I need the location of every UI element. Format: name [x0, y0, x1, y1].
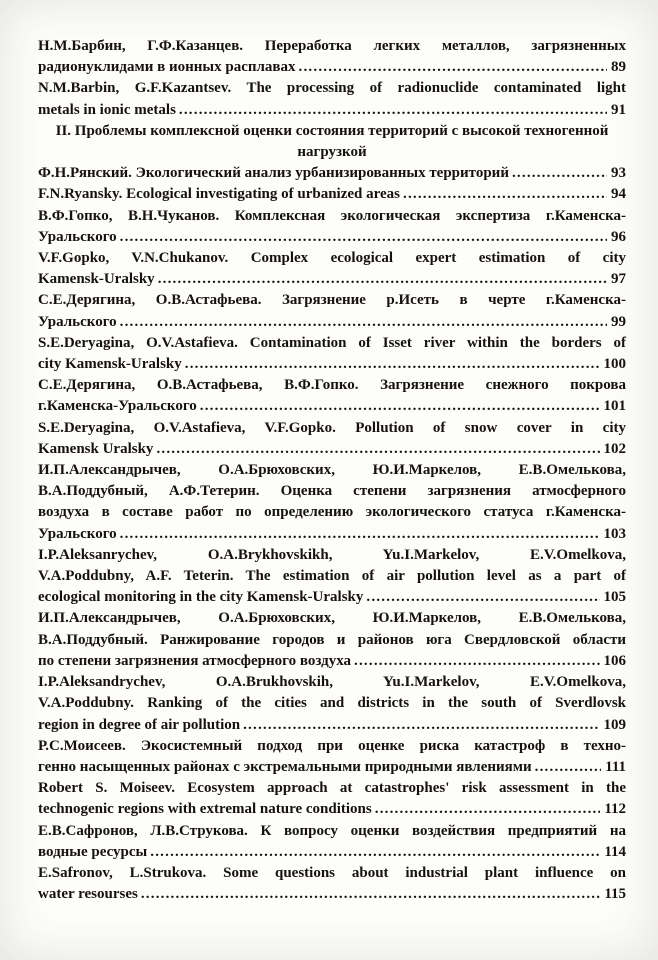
dot-leader: [120, 312, 607, 333]
toc-entry: [38, 863, 626, 905]
toc-entry: [38, 460, 626, 545]
toc-entry: [38, 375, 626, 417]
entry-last-line: [38, 524, 626, 545]
entry-page-number: 114: [604, 843, 626, 860]
dot-leader: [156, 439, 599, 460]
entry-line: Н.М.Барбин, Г.Ф.Казанцев. Переработка легких металлов, загрязненных: [38, 38, 626, 54]
entry-last-line: [38, 587, 626, 608]
dot-leader: [354, 651, 599, 672]
toc-entry: [38, 545, 626, 609]
toc-entry: [38, 206, 626, 248]
toc-entry: [38, 736, 626, 778]
toc-entry: [38, 608, 626, 672]
dot-leader: [120, 227, 607, 248]
entry-last-line: [38, 57, 626, 78]
entry-line: E.Safronov, L.Strukova. Some questions about industrial plant influence on: [38, 864, 626, 881]
entry-line: Р.С.Моисеев. Экосистемный подход при оценке риска катастроф в техно-: [38, 737, 626, 754]
entry-last-line: [38, 312, 626, 333]
entry-line: N.M.Barbin, G.F.Kazantsev. The processing of radionuclide contaminated light: [38, 80, 626, 97]
entry-last-line: [38, 396, 626, 417]
entry-last-line: [38, 269, 626, 290]
section-heading: [38, 121, 626, 163]
entry-text: по степени загрязнения атмосферного воздуха: [38, 652, 352, 669]
toc-list: [38, 36, 626, 905]
entry-page-number: 93: [611, 165, 626, 182]
entry-text: Kamensk Uralsky: [38, 440, 154, 457]
entry-page-number: 103: [603, 525, 626, 542]
entry-last-line: [38, 884, 626, 905]
toc-entry: [38, 821, 626, 863]
dot-leader: [512, 163, 607, 184]
entry-last-line: [38, 651, 626, 672]
entry-line: И.П.Александрычев, О.А.Брюховских, Ю.И.Маркелов, Е.В.Омелькова,: [38, 462, 626, 479]
toc-entry: [38, 290, 626, 332]
dot-leader: [185, 354, 600, 375]
entry-last-line: [38, 100, 626, 121]
dot-leader: [158, 269, 607, 290]
entry-text: Уральского: [38, 313, 117, 330]
entry-line: V.A.Poddubny, A.F. Teterin. The estimation of air pollution level as a part of: [38, 568, 626, 585]
entry-last-line: [38, 354, 626, 375]
entry-line: I.P.Aleksanrychev, O.A.Brykhovskikh, Yu.I.Markelov, E.V.Omelkova,: [38, 546, 626, 563]
toc-entry: [38, 163, 626, 184]
entry-last-line: [38, 184, 626, 205]
toc-entry: [38, 418, 626, 460]
entry-text: генно насыщенных районах с экстремальными природными явлениями: [38, 758, 532, 775]
dot-leader: [150, 842, 600, 863]
entry-page-number: 105: [603, 589, 626, 606]
entry-text: city Kamensk-Uralsky: [38, 356, 182, 373]
dot-leader: [403, 184, 607, 205]
entry-line: воздуха в составе работ по определению экологического статуса г.Каменска-: [38, 504, 626, 521]
entry-page-number: 100: [603, 356, 626, 373]
toc-entry: [38, 36, 626, 78]
dot-leader: [535, 757, 602, 778]
section-heading-line: нагрузкой: [297, 144, 367, 161]
entry-text: водные ресурсы: [38, 843, 148, 860]
entry-page-number: 94: [611, 186, 626, 203]
dot-leader: [120, 524, 600, 545]
entry-last-line: [38, 842, 626, 863]
entry-page-number: 96: [611, 228, 626, 245]
toc-entry: [38, 778, 626, 820]
entry-last-line: [38, 799, 626, 820]
entry-text: г.Каменска-Уральского: [38, 398, 197, 415]
entry-page-number: 111: [605, 758, 626, 775]
entry-last-line: [38, 439, 626, 460]
entry-line: I.P.Aleksandrychev, O.A.Brukhovskih, Yu.I.Markelov, E.V.Omelkova,: [38, 674, 626, 691]
toc-entry: [38, 672, 626, 736]
entry-text: technogenic regions with extremal nature conditions: [38, 801, 372, 818]
entry-text: Ф.Н.Рянский. Экологический анализ урбанизированных территорий: [38, 165, 509, 182]
entry-text: metals in ionic metals: [38, 101, 176, 118]
dot-leader: [200, 396, 600, 417]
entry-text: радионуклидами в ионных расплавах: [38, 59, 296, 76]
dot-leader: [243, 715, 599, 736]
entry-line: Robert S. Moiseev. Ecosystem approach at catastrophes' risk assessment in the: [38, 780, 626, 797]
entry-page-number: 115: [604, 886, 626, 903]
toc-entry: [38, 248, 626, 290]
entry-text: ecological monitoring in the city Kamensk-Uralsky: [38, 589, 364, 606]
entry-line: В.А.Поддубный, А.Ф.Тетерин. Оценка степени загрязнения атмосферного: [38, 483, 626, 500]
entry-text: Уральского: [38, 228, 117, 245]
entry-line: V.F.Gopko, V.N.Chukanov. Complex ecological expert estimation of city: [38, 250, 626, 267]
entry-line: С.Е.Дерягина, О.В.Астафьева, В.Ф.Гопко. Загрязнение снежного покрова: [38, 377, 626, 394]
entry-last-line: [38, 163, 626, 184]
entry-page-number: 91: [611, 101, 626, 118]
entry-text: water resourses: [38, 886, 138, 903]
entry-line: S.E.Deryagina, O.V.Astafieva. Contamination of Isset river within the borders of: [38, 334, 626, 351]
toc-entry: [38, 333, 626, 375]
section-heading-line: II. Проблемы комплексной оценки состояния территорий с высокой техногенной: [55, 122, 609, 139]
dot-leader: [375, 799, 601, 820]
entry-line: С.Е.Дерягина, О.В.Астафьева. Загрязнение р.Исеть в черте г.Каменска-: [38, 292, 626, 309]
entry-line: S.E.Deryagina, O.V.Astafieva, V.F.Gopko. Pollution of snow cover in city: [38, 419, 626, 436]
entry-page-number: 99: [611, 313, 626, 330]
dot-leader: [179, 100, 607, 121]
entry-line: В.А.Поддубный. Ранжирование городов и районов юга Свердловской области: [38, 631, 626, 648]
dot-leader: [141, 884, 600, 905]
entry-line: Е.В.Сафронов, Л.В.Струкова. К вопросу оценки воздействия предприятий на: [38, 822, 626, 839]
entry-page-number: 109: [603, 716, 626, 733]
entry-line: И.П.Александрычев, О.А.Брюховских, Ю.И.Маркелов, Е.В.Омелькова,: [38, 610, 626, 627]
dot-leader: [299, 57, 607, 78]
entry-page-number: 102: [603, 440, 626, 457]
toc-entry: [38, 78, 626, 120]
entry-text: Kamensk-Uralsky: [38, 271, 155, 288]
entry-text: region in degree of air pollution: [38, 716, 241, 733]
entry-page-number: 89: [611, 59, 626, 76]
entry-last-line: [38, 227, 626, 248]
entry-page-number: 112: [604, 801, 626, 818]
entry-text: Уральского: [38, 525, 117, 542]
entry-line: В.Ф.Гопко, В.Н.Чуканов. Комплексная экологическая экспертиза г.Каменска-: [38, 207, 626, 224]
entry-last-line: [38, 715, 626, 736]
entry-page-number: 97: [611, 271, 626, 288]
dot-leader: [366, 587, 599, 608]
toc-entry: [38, 184, 626, 205]
entry-page-number: 101: [603, 398, 626, 415]
entry-page-number: 106: [603, 652, 626, 669]
entry-last-line: [38, 757, 626, 778]
entry-line: V.A.Poddubny. Ranking of the cities and districts in the south of Sverdlovsk: [38, 695, 626, 712]
entry-text: F.N.Ryansky. Ecological investigating of urbanized areas: [38, 186, 400, 203]
